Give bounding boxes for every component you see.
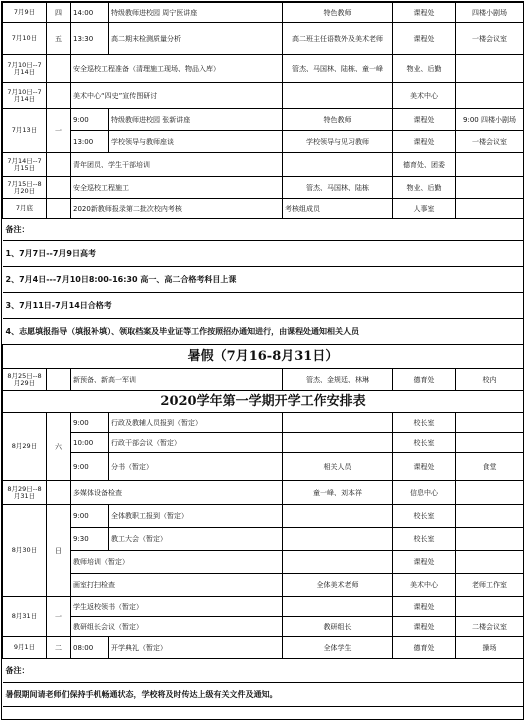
weekday-cell (47, 153, 71, 177)
participants-cell: 管杰、马国林、陆栋 (283, 177, 393, 199)
notes-heading: 备注： (3, 659, 524, 683)
note-row (3, 293, 524, 319)
date-cell: 7月底 (3, 199, 47, 219)
weekday-cell (47, 199, 71, 219)
weekday-cell: 日 (47, 505, 71, 597)
time-cell: 9:00 (71, 109, 109, 131)
table-row (3, 199, 524, 219)
dept-cell: 课程处 (393, 597, 456, 617)
weekday-cell: 二 (47, 637, 71, 659)
time-cell: 08:00 (71, 637, 109, 659)
dept-cell: 人事室 (393, 199, 456, 219)
participants-cell: 学校领导与见习教师 (283, 131, 393, 153)
location-cell (456, 83, 524, 109)
note-item: 4、志愿填报指导（填报补填）、领取档案及毕业证等工作按照招办通知进行，由课程处通知相关人员 (3, 319, 524, 345)
time-cell: 9:00 (71, 413, 109, 433)
note-item: 3、7月11日-7月14日合格考 (3, 293, 524, 319)
event-cell: 行政干部会议（暂定） (109, 433, 283, 453)
location-cell: 操场 (456, 637, 524, 659)
location-cell: 一楼会议室 (456, 23, 524, 55)
time-cell: 10:00 (71, 433, 109, 453)
table-row (3, 505, 524, 528)
table-row (3, 433, 524, 453)
dept-cell: 课程处 (393, 453, 456, 481)
participants-cell (283, 528, 393, 551)
dept-cell: 信息中心 (393, 481, 456, 505)
event-cell: 高二期末检测质量分析 (109, 23, 283, 55)
table-row (3, 109, 524, 131)
weekday-cell (47, 369, 71, 391)
date-cell: 7月15日--8月20日 (3, 177, 47, 199)
participants-cell: 特色教师 (283, 3, 393, 23)
table-row (3, 55, 524, 83)
dept-cell: 课程处 (393, 551, 456, 574)
event-cell: 美术中心“四史”宣传图研讨 (71, 83, 283, 109)
dept-cell: 校长室 (393, 528, 456, 551)
weekday-cell: 一 (47, 109, 71, 153)
table-row (3, 131, 524, 153)
location-cell: 一楼会议室 (456, 131, 524, 153)
event-cell: 学校领导与教师座谈 (109, 131, 283, 153)
notes-heading-row (3, 219, 524, 241)
summer-title: 暑假（7月16-8月31日） (3, 345, 524, 369)
event-cell: 开学典礼（暂定） (109, 637, 283, 659)
date-cell: 7月10日--7月14日 (3, 55, 47, 83)
date-cell: 8月29日--8月31日 (3, 481, 47, 505)
weekday-cell: 六 (47, 413, 71, 481)
section2-title: 2020学年第一学期开学工作安排表 (3, 391, 524, 413)
time-cell: 9:00 (71, 453, 109, 481)
table-row (3, 637, 524, 659)
dept-cell: 校长室 (393, 505, 456, 528)
participants-cell (283, 551, 393, 574)
location-cell (456, 55, 524, 83)
participants-cell: 童一峰、刘本祥 (283, 481, 393, 505)
event-cell: 全体教职工报到（暂定） (109, 505, 283, 528)
location-cell: 四楼小剧场 (456, 3, 524, 23)
weekday-cell (47, 481, 71, 505)
participants-cell (283, 597, 393, 617)
weekday-cell: 一 (47, 597, 71, 637)
event-cell: 教研组长会议（暂定） (71, 617, 283, 637)
participants-cell: 高二班主任语数外及美术老师 (283, 23, 393, 55)
participants-cell: 管杰、马国林、陆栋、童一峰 (283, 55, 393, 83)
participants-cell (283, 83, 393, 109)
table-row (3, 83, 524, 109)
table-row (3, 177, 524, 199)
table-row (3, 153, 524, 177)
location-cell (456, 505, 524, 528)
dept-cell: 课程处 (393, 617, 456, 637)
table-row (3, 453, 524, 481)
table-row (3, 23, 524, 55)
date-cell: 7月10日--7月14日 (3, 83, 47, 109)
table-row (3, 574, 524, 597)
note-row (3, 683, 524, 707)
location-cell (456, 177, 524, 199)
event-cell: 新预备、新高一军训 (71, 369, 283, 391)
time-cell: 9:00 (71, 505, 109, 528)
note-item: 暑假期间请老师们保持手机畅通状态，学校将及时传达上级有关文件及通知。 (3, 683, 524, 707)
table-row (3, 3, 524, 23)
time-cell: 13:00 (71, 131, 109, 153)
participants-cell (283, 153, 393, 177)
date-cell: 8月31日 (3, 597, 47, 637)
date-cell: 7月10日 (3, 23, 47, 55)
dept-cell: 校长室 (393, 433, 456, 453)
section2-title-row (3, 391, 524, 413)
dept-cell: 课程处 (393, 3, 456, 23)
table-row (3, 528, 524, 551)
participants-cell (283, 505, 393, 528)
event-cell: 行政及教辅人员报到（暂定） (109, 413, 283, 433)
schedule-table (2, 2, 524, 707)
location-cell (456, 413, 524, 433)
participants-cell: 相关人员 (283, 453, 393, 481)
note-row (3, 319, 524, 345)
table-row (3, 481, 524, 505)
location-cell: 校内 (456, 369, 524, 391)
participants-cell: 全体美术老师 (283, 574, 393, 597)
summer-title-row (3, 345, 524, 369)
dept-cell: 美术中心 (393, 83, 456, 109)
table-row (3, 551, 524, 574)
location-cell: 老师工作室 (456, 574, 524, 597)
participants-cell: 考核组成员 (283, 199, 393, 219)
note-row (3, 267, 524, 293)
time-cell: 13:30 (71, 23, 109, 55)
participants-cell (283, 433, 393, 453)
dept-cell: 校长室 (393, 413, 456, 433)
dept-cell: 德育处 (393, 637, 456, 659)
date-cell: 8月25日--8月29日 (3, 369, 47, 391)
participants-cell: 管杰、金规廷、林琳 (283, 369, 393, 391)
dept-cell: 课程处 (393, 23, 456, 55)
event-cell: 教工大会（暂定） (109, 528, 283, 551)
event-cell: 2020新教师报录第二批次校内考核 (71, 199, 283, 219)
notes-heading-row (3, 659, 524, 683)
participants-cell: 教研组长 (283, 617, 393, 637)
time-cell: 9:30 (71, 528, 109, 551)
location-cell (456, 433, 524, 453)
time-cell: 14:00 (71, 3, 109, 23)
location-cell: 食堂 (456, 453, 524, 481)
notes-heading: 备注： (3, 219, 524, 241)
dept-cell: 德育处 (393, 369, 456, 391)
location-cell (456, 528, 524, 551)
location-cell (456, 199, 524, 219)
date-cell: 9月1日 (3, 637, 47, 659)
weekday-cell (47, 55, 71, 83)
location-cell (456, 597, 524, 617)
location-cell: 二楼会议室 (456, 617, 524, 637)
table-row (3, 597, 524, 617)
table-row (3, 369, 524, 391)
note-item: 1、7月7日--7月9日高考 (3, 241, 524, 267)
note-item: 2、7月4日---7月10日8:00-16:30 高一、高二合格考科目上课 (3, 267, 524, 293)
dept-cell: 德育处、团委 (393, 153, 456, 177)
location-cell: 9:00 四楼小剧场 (456, 109, 524, 131)
event-cell: 安全巡校工程施工 (71, 177, 283, 199)
date-cell: 8月29日 (3, 413, 47, 481)
event-cell: 教师培训（暂定） (71, 551, 283, 574)
date-cell: 7月9日 (3, 3, 47, 23)
dept-cell: 物业、后勤 (393, 177, 456, 199)
participants-cell (283, 413, 393, 433)
event-cell: 多媒体设备检查 (71, 481, 283, 505)
table-row (3, 617, 524, 637)
date-cell: 8月30日 (3, 505, 47, 597)
event-cell: 学生返校领书（暂定） (71, 597, 283, 617)
event-cell: 青年团员、学生干部培训 (71, 153, 283, 177)
weekday-cell (47, 177, 71, 199)
table-row (3, 413, 524, 433)
note-row (3, 241, 524, 267)
location-cell (456, 481, 524, 505)
event-cell: 特级教师进校园 周宁医讲座 (109, 3, 283, 23)
dept-cell: 美术中心 (393, 574, 456, 597)
date-cell: 7月13日 (3, 109, 47, 153)
location-cell (456, 153, 524, 177)
participants-cell: 特色教师 (283, 109, 393, 131)
weekday-cell (47, 83, 71, 109)
dept-cell: 物业、后勤 (393, 55, 456, 83)
weekday-cell: 五 (47, 23, 71, 55)
event-cell: 特级教师进校园 张新讲座 (109, 109, 283, 131)
event-cell: 分书（暂定） (109, 453, 283, 481)
event-cell: 画室打扫检查 (71, 574, 283, 597)
dept-cell: 课程处 (393, 131, 456, 153)
weekday-cell: 四 (47, 3, 71, 23)
dept-cell: 课程处 (393, 109, 456, 131)
schedule-sheet (1, 1, 524, 720)
participants-cell: 全体学生 (283, 637, 393, 659)
event-cell: 安全巡校工程准备（清理施工现场、物品入库） (71, 55, 283, 83)
date-cell: 7月14日--7月15日 (3, 153, 47, 177)
location-cell (456, 551, 524, 574)
